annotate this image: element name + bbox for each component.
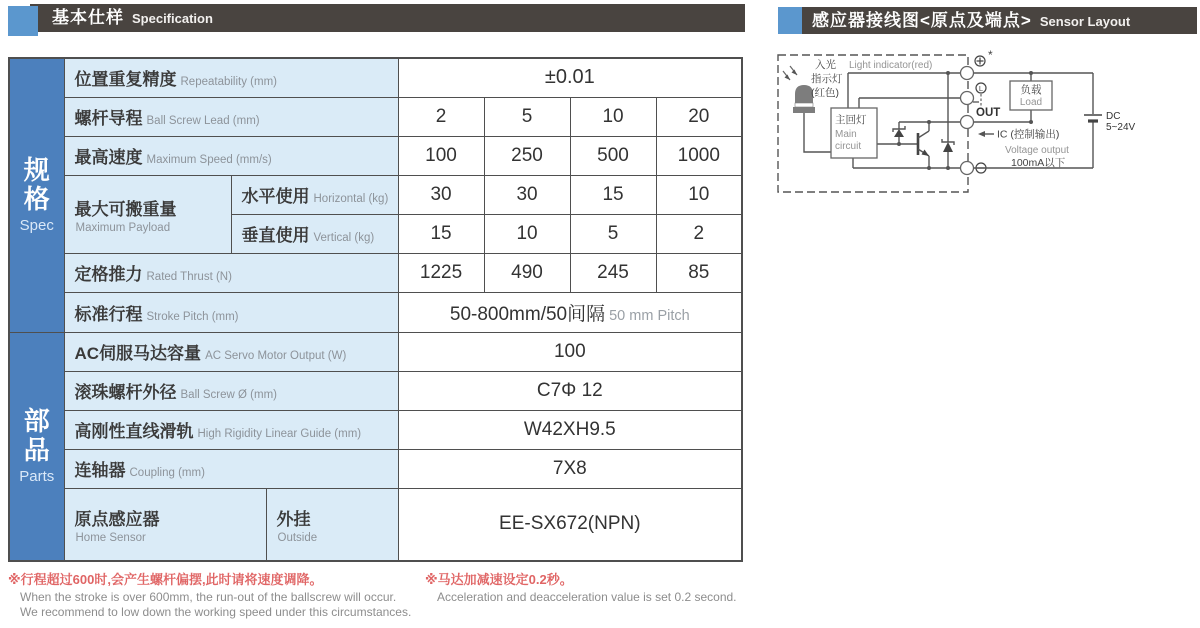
cell-value: 30	[398, 175, 484, 214]
cell-value: 5	[570, 214, 656, 253]
load-zh: 负载	[1020, 84, 1042, 96]
terminal-plus	[961, 67, 974, 80]
row-sublabel-outside: 外挂 Outside	[266, 488, 398, 561]
wire	[853, 158, 960, 168]
table-row	[9, 488, 742, 561]
section-title-en: Specification	[132, 11, 213, 26]
sidebar-char: 品	[23, 435, 50, 466]
cell-value: 10	[484, 214, 570, 253]
section-header-sensor-layout	[778, 7, 1197, 34]
cell-value: 1000	[656, 136, 742, 175]
cell-value: 20	[656, 97, 742, 136]
table-row	[9, 449, 742, 488]
row-label: 螺杆导程 Ball Screw Lead (mm)	[64, 97, 398, 136]
cell-value: 490	[484, 253, 570, 292]
dc-label: DC	[1106, 111, 1121, 122]
sidebar-en: Spec	[19, 217, 54, 235]
row-label: 连轴器 Coupling (mm)	[64, 449, 398, 488]
row-label: 定格推力 Rated Thrust (N)	[64, 253, 398, 292]
zener-diode-icon	[942, 73, 954, 168]
row-label: 位置重复精度 Repeatability (mm)	[64, 58, 398, 97]
cell-value: 50-800mm/50间隔 50 mm Pitch	[398, 292, 742, 332]
dc-voltage-label: 5~24V	[1106, 122, 1136, 133]
battery-icon	[1084, 115, 1102, 121]
section-title-zh: 基本仕样	[52, 8, 124, 27]
junction-dot	[946, 71, 950, 75]
table-row	[9, 292, 742, 332]
led-label-zh1: 入光	[815, 59, 836, 71]
voltage-output-label: Voltage output	[1005, 145, 1069, 156]
row-label: 高刚性直线滑轨 High Rigidity Linear Guide (mm)	[64, 410, 398, 449]
led-label-zh3: (红色)	[811, 87, 839, 99]
cell-value: 2	[656, 214, 742, 253]
blue-square-icon	[8, 6, 38, 36]
terminal-l	[961, 92, 974, 105]
section-header-specification	[30, 4, 745, 32]
footnote-acceleration: ※马达加减速设定0.2秒。 Acceleration and deacceleration value is set 0.2 second.	[425, 572, 737, 604]
sidebar-parts	[9, 332, 64, 561]
main-circuit-en2: circuit	[835, 141, 862, 152]
sidebar-char: 规	[23, 155, 50, 186]
table-row	[9, 97, 742, 136]
cell-value: C7Φ 12	[398, 371, 742, 410]
l-symbol-icon	[973, 83, 986, 106]
cell-value: 100	[398, 332, 742, 371]
junction-dot	[927, 166, 931, 170]
current-limit-label: 100mA以下	[1011, 157, 1066, 169]
row-sublabel: 水平使用 Horizontal (kg)	[231, 175, 398, 214]
cell-value: 10	[656, 175, 742, 214]
cell-value: 500	[570, 136, 656, 175]
row-sublabel: 垂直使用 Vertical (kg)	[231, 214, 398, 253]
table-row	[9, 332, 742, 371]
sidebar-char: 部	[23, 406, 50, 437]
load-en: Load	[1019, 97, 1043, 108]
junction-dot	[946, 166, 950, 170]
cell-value: EE-SX672(NPN)	[398, 488, 742, 561]
row-label: 标准行程 Stroke Pitch (mm)	[64, 292, 398, 332]
table-row	[9, 175, 742, 214]
transistor-icon	[918, 122, 929, 168]
cell-value: 100	[398, 136, 484, 175]
section-title-en: Sensor Layout	[1039, 14, 1131, 29]
sidebar-en: Parts	[19, 468, 55, 486]
sensor-wiring-diagram	[773, 45, 1198, 210]
blue-square-icon	[778, 7, 802, 34]
cell-value: ±0.01	[398, 58, 742, 97]
out-label: OUT	[976, 107, 1001, 119]
plus-symbol-icon	[975, 56, 985, 66]
cell-value: 30	[484, 175, 570, 214]
table-row	[9, 253, 742, 292]
ic-label: IC (控制输出)	[997, 128, 1060, 141]
cell-value: 7X8	[398, 449, 742, 488]
led-label-zh2: 指示灯	[811, 73, 843, 85]
terminal-out	[961, 116, 974, 129]
cell-value: 2	[398, 97, 484, 136]
wire	[804, 113, 831, 152]
specification-table	[8, 57, 743, 562]
junction-dot	[927, 120, 931, 124]
sidebar-spec	[9, 58, 64, 332]
section-title-zh: 感应器接线图<原点及端点>	[812, 11, 1032, 30]
cell-value: W42XH9.5	[398, 410, 742, 449]
table-row	[9, 410, 742, 449]
sidebar-char: 格	[23, 184, 50, 215]
cell-value: 245	[570, 253, 656, 292]
cell-value: 85	[656, 253, 742, 292]
cell-value: 15	[398, 214, 484, 253]
row-label-payload: 最大可搬重量 Maximum Payload	[64, 175, 231, 253]
row-label: AC伺服马达容量 AC Servo Motor Output (W)	[64, 332, 398, 371]
light-indicator-label: Light indicator(red)	[849, 60, 933, 71]
zener-diode-icon	[893, 122, 905, 144]
junction-dot	[897, 142, 901, 146]
row-label: 滚珠螺杆外径 Ball Screw Ø (mm)	[64, 371, 398, 410]
cell-value: 1225	[398, 253, 484, 292]
star-mark: *	[988, 48, 993, 62]
cell-value: 250	[484, 136, 570, 175]
cell-value: 10	[570, 97, 656, 136]
table-row	[9, 371, 742, 410]
svg-text:L: L	[978, 84, 984, 94]
table-row	[9, 58, 742, 97]
row-label: 最高速度 Maximum Speed (mm/s)	[64, 136, 398, 175]
row-label-home-sensor: 原点感应器 Home Sensor	[64, 488, 266, 561]
footnote-stroke-warning: ※行程超过600时,会产生螺杆偏摆,此时请将速度调降。 When the stroke is over 600mm, the run-out of the ballscrew will occur. We recommend to low down the working speed under this circumstances.	[8, 572, 412, 619]
cell-value: 15	[570, 175, 656, 214]
main-circuit-zh: 主回灯	[835, 114, 867, 126]
terminal-minus	[961, 162, 974, 175]
table-row	[9, 136, 742, 175]
ic-arrow-icon	[978, 131, 994, 137]
main-circuit-en1: Main	[835, 129, 857, 140]
cell-value: 5	[484, 97, 570, 136]
